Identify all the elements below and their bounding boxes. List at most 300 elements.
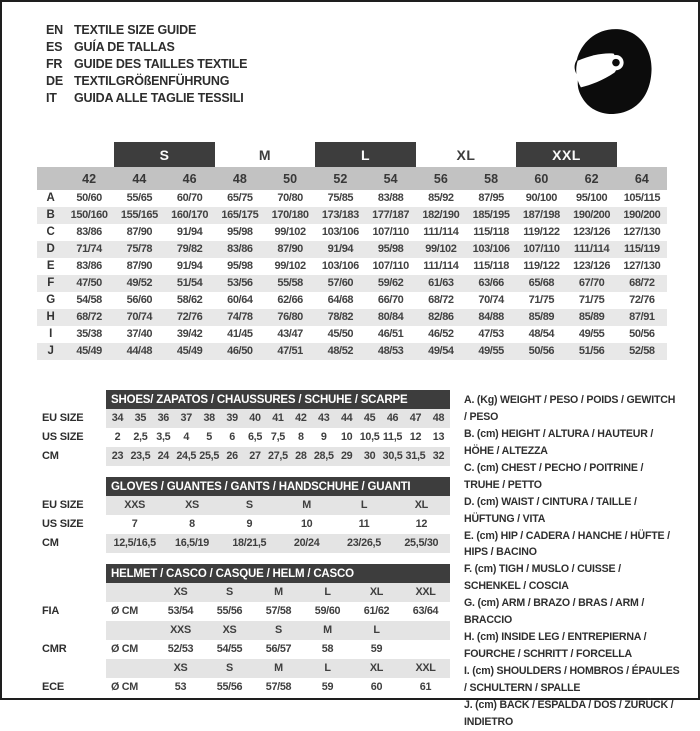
value-cell: 7 [131, 518, 138, 530]
gloves-row [42, 496, 450, 515]
helmet-row [42, 602, 450, 621]
measurement-cell: 46/51 [377, 328, 404, 340]
row-label: ECE [42, 678, 106, 697]
value-cell [401, 640, 450, 659]
measurement-cell: 83/86 [76, 260, 102, 272]
measurement-cell: 55/65 [126, 192, 153, 204]
measurement-cell: 44/48 [114, 343, 164, 360]
value-cell: 59/60 [314, 605, 341, 617]
value-cell: 28,5 [312, 447, 335, 466]
measurement-cell: 123/126 [573, 260, 611, 272]
measurement-cell: 71/75 [578, 294, 605, 306]
row-letter: J [37, 343, 64, 360]
measurement-cell: 71/74 [64, 241, 114, 258]
language-title: GUÍA DE TALLAS [74, 40, 175, 54]
row-letter: F [37, 275, 64, 292]
measurement-cell: 49/55 [578, 328, 605, 340]
measurement-cell: 58/62 [176, 294, 203, 306]
row-label [42, 583, 106, 602]
value-cell: 36 [152, 409, 175, 428]
measurement-cell: 45/50 [327, 328, 354, 340]
gloves-header-row [42, 477, 450, 496]
measurement-cell: 111/114 [423, 226, 459, 238]
measurement-cell: 87/90 [126, 260, 153, 272]
value-cell: M [254, 583, 303, 602]
value-cell: 2,5 [133, 431, 148, 443]
measurement-cell: 37/40 [126, 328, 153, 340]
measurement-cell: 70/80 [277, 192, 303, 204]
table-row [37, 275, 667, 292]
value-cell: XXL [401, 583, 450, 602]
table-row [37, 258, 667, 275]
value-cell [401, 621, 450, 640]
value-cell: 31,5 [404, 447, 427, 466]
value-cell: 20/24 [278, 534, 335, 553]
value-cell: 54/55 [216, 643, 243, 655]
table-row [37, 207, 667, 224]
value-cell: 28 [289, 447, 312, 466]
value-cell: XL [352, 583, 401, 602]
row-label: FIA [42, 602, 106, 621]
measurement-cell: 39/42 [176, 328, 203, 340]
size-number: 56 [416, 167, 466, 190]
value-cell: 8 [297, 431, 304, 443]
textile-table-wrap [2, 116, 698, 360]
measurement-cell: 52/58 [617, 343, 667, 360]
value-cell: L [335, 496, 392, 515]
measurement-cell: 70/74 [478, 294, 504, 306]
sections-column [42, 390, 450, 731]
value-cell: L [303, 659, 352, 678]
measurement-cell: 99/102 [416, 241, 466, 258]
value-cell: 61/62 [363, 605, 390, 617]
legend-item: I. (cm) SHOULDERS / HOMBROS / ÉPAULES / SCHULTERN / SPALLE [464, 665, 680, 694]
value-cell: XS [156, 583, 205, 602]
size-number: 60 [516, 167, 566, 190]
value-cell: 55/56 [216, 605, 243, 617]
measurement-cell: 119/122 [523, 226, 560, 238]
measurement-cell: 50/60 [76, 192, 102, 204]
value-cell: XS [205, 621, 254, 640]
row-letter: G [46, 294, 55, 306]
measurement-cell: 45/49 [64, 343, 114, 360]
value-cell: XL [393, 496, 450, 515]
measurement-cell: 78/82 [315, 309, 365, 326]
measurement-cell: 87/90 [126, 226, 153, 238]
value-cell: 12,5/16,5 [106, 534, 163, 553]
size-number: 50 [265, 167, 315, 190]
measurement-cell: 150/160 [64, 207, 114, 224]
value-cell: L [352, 621, 401, 640]
value-cell: 42 [289, 409, 312, 428]
spacer-cell [42, 477, 106, 496]
measurement-cell: 99/102 [274, 226, 306, 238]
racing-helmet-icon [566, 25, 656, 125]
measurement-cell: 49/54 [416, 343, 466, 360]
shoes-row [42, 447, 450, 466]
size-number: 48 [215, 167, 265, 190]
value-cell: M [278, 496, 335, 515]
language-code: ES [46, 40, 63, 54]
value-cell: 56/57 [265, 643, 292, 655]
legend-item: C. (cm) CHEST / PECHO / POITRINE / TRUHE / PETTO [464, 461, 644, 491]
measurement-cell: 187/198 [516, 207, 566, 224]
measurement-cell: 90/100 [525, 192, 557, 204]
measurement-cell: 82/86 [416, 309, 466, 326]
size-group-xxl: XXL [516, 142, 617, 167]
language-row-es [46, 40, 247, 54]
legend-item: E. (cm) HIP / CADERA / HANCHE / HÜFTE / HIPS / BACINO [464, 529, 670, 559]
measurement-cell: 50/56 [629, 328, 655, 340]
language-code: EN [46, 23, 63, 37]
table-row [37, 326, 667, 343]
measurement-cell: 68/72 [64, 309, 114, 326]
value-cell: 12 [409, 431, 422, 443]
diameter-label [106, 583, 156, 602]
measurement-cell: 75/78 [114, 241, 164, 258]
measurement-cell: 155/165 [114, 207, 164, 224]
bottom-area [2, 360, 698, 731]
table-row [37, 241, 667, 258]
measurement-cell: 71/75 [528, 294, 555, 306]
language-row-it [46, 91, 247, 105]
measurement-cell: 99/102 [274, 260, 306, 272]
value-cell: 53 [174, 681, 187, 693]
value-cell: 18/21,5 [221, 534, 278, 553]
measurement-cell: 160/170 [165, 207, 215, 224]
measurement-cell: 74/78 [215, 309, 265, 326]
textile-size-table-body [37, 190, 667, 360]
measurement-cell: 62/66 [277, 294, 303, 306]
value-cell: XS [156, 659, 205, 678]
spacer-cell [42, 564, 106, 583]
value-cell: 38 [198, 409, 221, 428]
row-letter: H [37, 309, 64, 326]
value-cell: 43 [312, 409, 335, 428]
value-cell: 61 [419, 681, 432, 693]
measurement-cell: 177/187 [366, 207, 416, 224]
helmet-row [42, 621, 450, 640]
value-cell: 37 [175, 409, 198, 428]
measurement-cell: 64/68 [327, 294, 354, 306]
size-number: 52 [315, 167, 365, 190]
value-cell: 29 [335, 447, 358, 466]
measurement-cell: 72/76 [165, 309, 215, 326]
row-letter: D [37, 241, 64, 258]
value-cell: 11,5 [382, 431, 403, 443]
value-cell: 63/64 [412, 605, 439, 617]
value-cell: 3,5 [156, 431, 171, 443]
measurement-cell: 55/58 [265, 275, 315, 292]
shoes-table [42, 390, 450, 466]
value-cell: 12 [415, 518, 428, 530]
measurement-cell: 47/53 [478, 328, 504, 340]
value-cell: 58 [321, 643, 334, 655]
measurement-cell: 115/119 [617, 241, 667, 258]
value-cell: 24,5 [175, 447, 198, 466]
size-group-m: M [258, 146, 272, 163]
measurement-cell: 51/56 [567, 343, 617, 360]
value-cell: 5 [206, 431, 212, 443]
measurement-cell: 119/122 [523, 260, 560, 272]
shoes-header-row [42, 390, 450, 409]
measurement-cell: 49/55 [466, 343, 516, 360]
value-cell: 30,5 [381, 447, 404, 466]
measurement-cell: 95/100 [576, 192, 608, 204]
shoes-row [42, 409, 450, 428]
value-cell: 2 [114, 431, 121, 443]
row-letter: B [37, 207, 64, 224]
measurement-cell: 41/45 [227, 328, 253, 340]
value-cell: 8 [189, 518, 195, 530]
gloves-section-title: GLOVES / GUANTES / GANTS / HANDSCHUHE / GUANTI [106, 477, 450, 496]
value-cell: 40 [244, 409, 267, 428]
measurement-cell: 46/50 [215, 343, 265, 360]
value-cell: 53/54 [167, 605, 194, 617]
table-row [37, 292, 667, 309]
size-group-spacer [37, 142, 114, 167]
diameter-label: Ø CM [111, 605, 138, 617]
textile-size-table [37, 142, 667, 360]
size-group-l: L [315, 142, 416, 167]
value-cell: 23,5 [129, 447, 152, 466]
row-letter: I [49, 328, 52, 340]
measurement-cell: 91/94 [315, 241, 365, 258]
size-number: 62 [567, 167, 617, 190]
diameter-label [106, 621, 156, 640]
value-cell: S [221, 496, 278, 515]
measurement-cell: 83/86 [76, 226, 102, 238]
measurement-cell: 76/80 [265, 309, 315, 326]
measurement-cell: 72/76 [629, 294, 655, 306]
header [2, 2, 698, 116]
measurement-cell: 87/90 [265, 241, 315, 258]
measurement-cell: 50/56 [516, 343, 566, 360]
measurement-cell: 67/70 [567, 275, 617, 292]
value-cell: 39 [221, 409, 244, 428]
measurement-cell: 111/114 [567, 241, 617, 258]
language-row-en [46, 23, 247, 37]
value-cell: 57/58 [265, 681, 292, 693]
helmet-section-title: HELMET / CASCO / CASQUE / HELM / CASCO [106, 564, 450, 583]
value-cell: 46 [381, 409, 404, 428]
measurement-cell: 111/114 [423, 260, 459, 272]
language-row-de [46, 74, 247, 88]
measurement-cell: 51/54 [165, 275, 215, 292]
measurement-cell: 185/195 [466, 207, 516, 224]
value-cell: 25,5 [198, 447, 221, 466]
value-cell: 55/56 [216, 681, 243, 693]
value-cell: S [254, 621, 303, 640]
table-row [37, 309, 667, 326]
value-cell: 6 [229, 431, 235, 443]
value-cell: 10 [300, 518, 313, 530]
value-cell: 27 [244, 447, 267, 466]
diameter-label: Ø CM [111, 681, 138, 693]
value-cell: 45 [358, 409, 381, 428]
measurement-cell: 47/51 [265, 343, 315, 360]
measurement-cell: 84/88 [466, 309, 516, 326]
value-cell: M [254, 659, 303, 678]
language-row-fr [46, 57, 247, 71]
row-label: US SIZE [42, 428, 106, 447]
language-code: DE [46, 74, 63, 88]
spacer-cell [42, 390, 106, 409]
value-cell: 34 [106, 409, 129, 428]
row-letter: C [46, 226, 55, 238]
size-number: 46 [165, 167, 215, 190]
measurement-cell: 107/110 [372, 226, 409, 238]
value-cell: 25,5/30 [393, 534, 450, 553]
size-number: 64 [617, 167, 667, 190]
measurement-cell: 47/50 [64, 275, 114, 292]
value-cell: XL [352, 659, 401, 678]
gloves-row [42, 534, 450, 553]
measurement-cell: 165/175 [215, 207, 265, 224]
measurement-cell: 107/110 [516, 241, 566, 258]
row-label: US SIZE [42, 515, 106, 534]
measurement-cell: 56/60 [126, 294, 153, 306]
value-cell: 16,5/19 [163, 534, 220, 553]
row-label: CM [42, 534, 106, 553]
row-label [42, 659, 106, 678]
measurement-cell: 49/52 [114, 275, 164, 292]
value-cell: S [205, 583, 254, 602]
row-label [42, 621, 106, 640]
measurement-cell: 68/72 [617, 275, 667, 292]
value-cell: XS [163, 496, 220, 515]
helmet-table [42, 564, 450, 697]
helmet-row [42, 659, 450, 678]
row-letter: E [46, 260, 55, 272]
language-title: GUIDA ALLE TAGLIE TESSILI [74, 91, 244, 105]
measurement-cell: 75/85 [327, 192, 354, 204]
shoes-section-title: SHOES/ ZAPATOS / CHAUSSURES / SCHUHE / SCARPE [106, 390, 450, 409]
measurement-cell: 61/63 [416, 275, 466, 292]
measurement-cell: 59/62 [366, 275, 416, 292]
measurement-cell: 60/70 [176, 192, 203, 204]
size-group-spacer [617, 142, 667, 167]
size-number: 58 [466, 167, 516, 190]
measurement-cell: 173/183 [315, 207, 365, 224]
legend-item: F. (cm) TIGH / MUSLO / CUISSE / SCHENKEL / COSCIA [464, 563, 621, 593]
textile-size-table-head [37, 142, 667, 190]
value-cell: 32 [427, 447, 450, 466]
measurement-cell: 170/180 [265, 207, 315, 224]
measurement-cell: 105/115 [623, 192, 661, 204]
value-cell: S [205, 659, 254, 678]
measurement-cell: 85/89 [567, 309, 617, 326]
measurement-cell: 107/110 [372, 260, 409, 272]
value-cell: 47 [404, 409, 427, 428]
language-code: IT [46, 91, 57, 105]
measurement-cell: 60/64 [227, 294, 253, 306]
size-number: 44 [114, 167, 164, 190]
value-cell: XXL [401, 659, 450, 678]
value-cell: 27,5 [266, 447, 289, 466]
legend-item: A. (Kg) WEIGHT / PESO / POIDS / GEWITCH / PESO [464, 394, 676, 423]
value-cell: XXS [106, 496, 163, 515]
value-cell: 9 [246, 518, 253, 530]
size-group-s: S [114, 142, 215, 167]
measurement-cell: 43/47 [277, 328, 303, 340]
measurement-cell: 87/95 [478, 192, 504, 204]
value-cell: 41 [266, 409, 289, 428]
table-row [37, 224, 667, 241]
value-cell: 59 [321, 681, 334, 693]
language-list [46, 23, 247, 105]
value-cell: 24 [152, 447, 175, 466]
value-cell: 52/53 [167, 643, 194, 655]
legend-item: H. (cm) INSIDE LEG / ENTREPIERNA / FOURCHE / SCHRITT / FORCELLA [464, 631, 647, 661]
measurement-cell: 65/75 [227, 192, 253, 204]
language-title: TEXTILGRÖßENFÜHRUNG [74, 74, 230, 88]
value-cell: 4 [183, 431, 190, 443]
measurement-cell: 70/74 [114, 309, 164, 326]
table-row [37, 190, 667, 207]
measurement-cell: 127/130 [623, 226, 661, 238]
size-groups-row [37, 142, 667, 167]
measurement-cell: 95/98 [227, 260, 253, 272]
size-numbers-row [37, 167, 667, 190]
measurement-cell: 87/91 [617, 309, 667, 326]
value-cell: 26 [221, 447, 244, 466]
gloves-table [42, 477, 450, 553]
helmet-header-row [42, 564, 450, 583]
value-cell: 10 [340, 431, 353, 443]
row-label: EU SIZE [42, 409, 106, 428]
value-cell: 10,5 [359, 431, 380, 443]
measurement-cell: 91/94 [176, 226, 203, 238]
size-group-xl: XL [456, 146, 476, 163]
measurement-cell: 48/53 [366, 343, 416, 360]
value-cell: L [303, 583, 352, 602]
value-cell: 60 [370, 681, 383, 693]
measurement-cell: 79/82 [165, 241, 215, 258]
measurement-cell: 103/106 [321, 260, 359, 272]
value-cell: 59 [370, 643, 383, 655]
measurement-cell: 103/106 [466, 241, 516, 258]
measurement-cell: 95/98 [366, 241, 416, 258]
table-row [37, 343, 667, 360]
measurement-cell: 83/88 [377, 192, 404, 204]
row-label: EU SIZE [42, 496, 106, 515]
measurement-cell: 190/200 [617, 207, 667, 224]
measurement-cell: 48/52 [315, 343, 365, 360]
measurement-cell: 115/118 [473, 226, 509, 238]
measurement-cell: 80/84 [366, 309, 416, 326]
size-number: 54 [366, 167, 416, 190]
measurement-cell: 46/52 [428, 328, 454, 340]
corner-cell [37, 167, 64, 190]
value-cell: XXS [156, 621, 205, 640]
helmet-row [42, 678, 450, 697]
value-cell: 9 [320, 431, 327, 443]
measurement-cell: 54/58 [76, 294, 102, 306]
measurement-cell: 182/190 [416, 207, 466, 224]
gloves-row [42, 515, 450, 534]
legend-item: B. (cm) HEIGHT / ALTURA / HAUTEUR / HÖHE / ALTEZZA [464, 427, 654, 457]
measurement-cell: 95/98 [227, 226, 253, 238]
measurement-cell: 85/92 [428, 192, 454, 204]
measurement-cell: 127/130 [623, 260, 661, 272]
size-number: 42 [64, 167, 114, 190]
language-code: FR [46, 57, 63, 71]
measurement-cell: 65/68 [516, 275, 566, 292]
row-label: CM [42, 447, 106, 466]
value-cell: 6,5 [247, 431, 263, 443]
helmet-row [42, 640, 450, 659]
